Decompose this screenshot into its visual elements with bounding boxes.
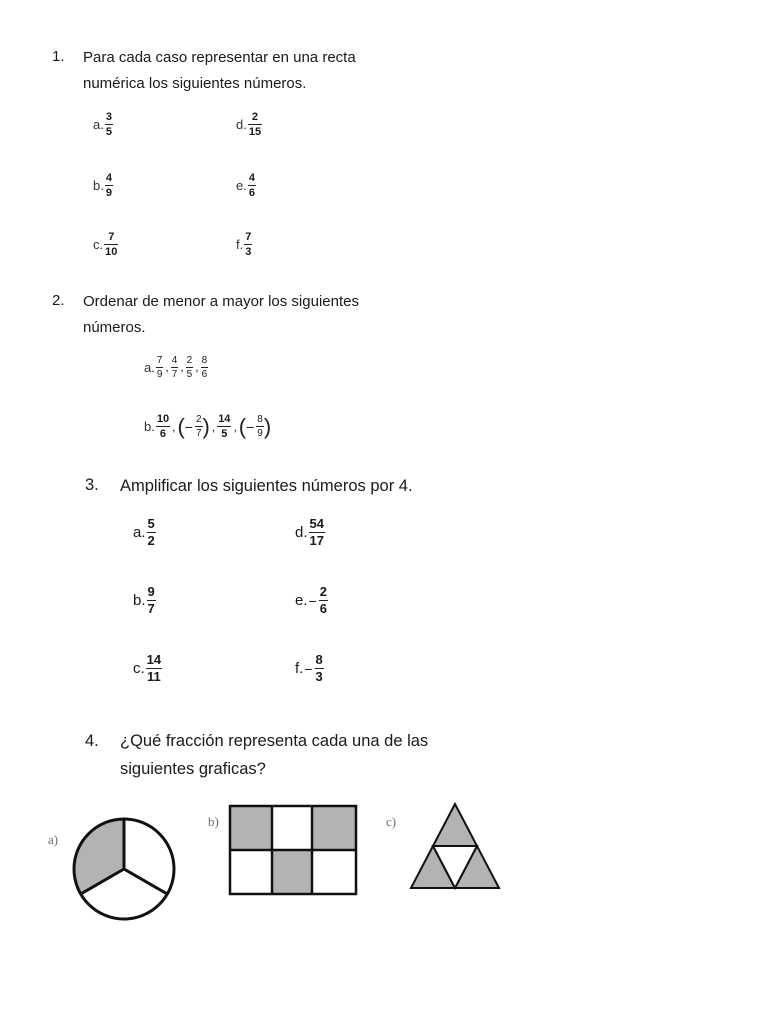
- fraction-bar: [217, 426, 231, 427]
- item-label: b.: [144, 419, 155, 435]
- item-label: c.: [93, 237, 104, 253]
- fraction: [256, 414, 264, 439]
- fraction: [195, 414, 203, 439]
- question-3-number: 3.: [85, 476, 99, 494]
- numerator: 5: [147, 516, 155, 531]
- fraction-bar: [171, 367, 179, 368]
- denominator: 17: [309, 533, 324, 549]
- numerator: 7: [245, 231, 252, 243]
- fraction: [171, 355, 179, 380]
- figure-c-label: c): [386, 814, 397, 829]
- q3-item-b: [133, 585, 156, 616]
- minus-sign: −: [308, 592, 317, 609]
- fraction-bar: [105, 185, 113, 186]
- fraction-bar: [256, 426, 264, 427]
- numerator: 10: [156, 413, 170, 425]
- fraction: [186, 355, 194, 380]
- item-label: f.: [236, 237, 244, 253]
- figure-c: [380, 800, 520, 895]
- numerator: 3: [105, 111, 112, 123]
- numerator: 8: [201, 355, 208, 366]
- numerator: 2: [319, 584, 327, 599]
- denominator: 6: [201, 369, 208, 381]
- fraction-bar: [248, 185, 256, 186]
- fraction: [315, 653, 324, 684]
- left-parenthesis: (: [238, 413, 247, 439]
- figure-b: [204, 804, 364, 899]
- comma: ,: [195, 360, 199, 375]
- fraction-bar: [195, 426, 203, 427]
- fraction: [105, 111, 113, 138]
- q1-item-d: [236, 111, 262, 138]
- denominator: 6: [159, 428, 167, 441]
- item-label: b.: [93, 178, 104, 194]
- denominator: 11: [147, 669, 161, 685]
- denominator: 9: [257, 428, 263, 440]
- denominator: 7: [195, 428, 202, 440]
- denominator: 9: [105, 187, 112, 200]
- fraction: [248, 111, 262, 138]
- q3-item-c: [133, 653, 162, 684]
- q3-item-a: [133, 517, 156, 548]
- q3-item-e: [295, 585, 328, 616]
- numerator: 8: [315, 652, 323, 667]
- numerator: 14: [146, 652, 162, 667]
- denominator: 3: [245, 246, 252, 259]
- question-4-number: 4.: [85, 732, 99, 750]
- q2-item-a: [144, 355, 208, 380]
- triangle-quarters-graphic: [380, 800, 520, 895]
- fraction-bar: [156, 426, 170, 427]
- denominator: 15: [248, 126, 262, 139]
- numerator: 4: [171, 355, 178, 366]
- question-1-line-2: numérica los siguientes números.: [83, 75, 307, 92]
- fraction-bar: [244, 244, 252, 245]
- denominator: 6: [248, 187, 255, 200]
- fraction: [217, 413, 231, 440]
- fraction: [146, 653, 162, 684]
- item-label: b.: [133, 592, 146, 610]
- fraction: [147, 585, 156, 616]
- fraction-bar: [104, 244, 118, 245]
- question-2-text: [83, 289, 359, 341]
- question-3-text: Amplificar los siguientes números por 4.: [120, 477, 413, 495]
- denominator: 3: [315, 669, 323, 685]
- fraction-bar: [186, 367, 194, 368]
- numerator: 7: [108, 231, 115, 243]
- q1-item-c: [93, 231, 118, 258]
- item-label: f.: [295, 660, 304, 678]
- fraction: [104, 231, 118, 258]
- numerator: 8: [257, 414, 263, 425]
- fraction: [105, 172, 113, 199]
- fraction: [244, 231, 252, 258]
- minus-sign: −: [184, 418, 193, 435]
- item-label: c.: [133, 660, 145, 678]
- fraction-bar: [201, 367, 209, 368]
- question-2-line-2: números.: [83, 319, 146, 336]
- item-label: a.: [93, 117, 104, 133]
- comma: ,: [172, 420, 176, 435]
- fraction: [201, 355, 209, 380]
- grid-graphic: [204, 804, 364, 899]
- divider-line: [124, 869, 167, 894]
- denominator: 9: [156, 369, 163, 381]
- q1-item-a: [93, 111, 113, 138]
- fraction-bar: [156, 367, 164, 368]
- denominator: 7: [147, 601, 155, 617]
- fraction: [319, 585, 328, 616]
- q1-item-e: [236, 172, 256, 199]
- denominator: 7: [171, 369, 178, 381]
- question-2-line-1: Ordenar de menor a mayor los siguientes: [83, 293, 359, 310]
- shaded-triangle: [433, 804, 477, 846]
- q1-item-f: [236, 231, 252, 258]
- right-parenthesis: ): [202, 413, 210, 439]
- numerator: 4: [248, 172, 255, 184]
- question-4-line-1: ¿Qué fracción representa cada una de las: [120, 732, 429, 750]
- question-2-number: 2.: [52, 292, 65, 309]
- question-1-text: [83, 45, 356, 97]
- fraction: [248, 172, 256, 199]
- shaded-cell: [312, 806, 356, 850]
- q3-item-f: [295, 653, 324, 684]
- q2-item-b: [144, 413, 271, 440]
- numerator: 2: [186, 355, 193, 366]
- figure-a: [44, 806, 184, 921]
- denominator: 2: [147, 533, 155, 549]
- fraction-bar: [248, 124, 262, 125]
- q1-item-b: [93, 172, 113, 199]
- fraction: [309, 517, 325, 548]
- shaded-cell: [230, 806, 272, 850]
- question-4-line-2: siguientes graficas?: [120, 760, 266, 778]
- q3-item-d: [295, 517, 325, 548]
- comma: ,: [233, 420, 237, 435]
- denominator: 6: [319, 601, 327, 617]
- shaded-cell: [272, 850, 312, 894]
- left-parenthesis: (: [177, 413, 185, 439]
- numerator: 7: [156, 355, 163, 366]
- numerator: 2: [251, 111, 259, 123]
- comma: ,: [211, 420, 216, 435]
- comma: ,: [165, 360, 169, 375]
- fraction: [147, 517, 156, 548]
- figure-b-label: b): [208, 814, 219, 829]
- item-label: a.: [133, 524, 146, 542]
- circle-thirds-graphic: [44, 806, 184, 921]
- denominator: 5: [221, 428, 228, 441]
- numerator: 54: [309, 516, 324, 531]
- fraction-bar: [105, 124, 113, 125]
- item-label: e.: [295, 592, 308, 610]
- minus-sign: −: [304, 660, 313, 677]
- minus-sign: −: [246, 418, 255, 435]
- fraction: [156, 355, 164, 380]
- fraction: [156, 413, 170, 440]
- figure-a-label: a): [48, 832, 59, 847]
- question-1-line-1: Para cada caso representar en una recta: [83, 49, 356, 66]
- right-parenthesis: ): [263, 413, 272, 439]
- item-label: e.: [236, 178, 247, 194]
- denominator: 10: [105, 246, 118, 259]
- numerator: 9: [147, 584, 155, 599]
- denominator: 5: [105, 126, 112, 139]
- comma: ,: [180, 360, 184, 375]
- item-label: d.: [236, 117, 247, 133]
- question-1-number: 1.: [52, 48, 65, 65]
- denominator: 5: [186, 369, 193, 381]
- numerator: 4: [105, 172, 112, 184]
- question-4-text: [120, 727, 428, 783]
- numerator: 2: [195, 414, 202, 425]
- item-label: d.: [295, 524, 308, 542]
- numerator: 14: [218, 413, 231, 425]
- item-label: a.: [144, 360, 155, 376]
